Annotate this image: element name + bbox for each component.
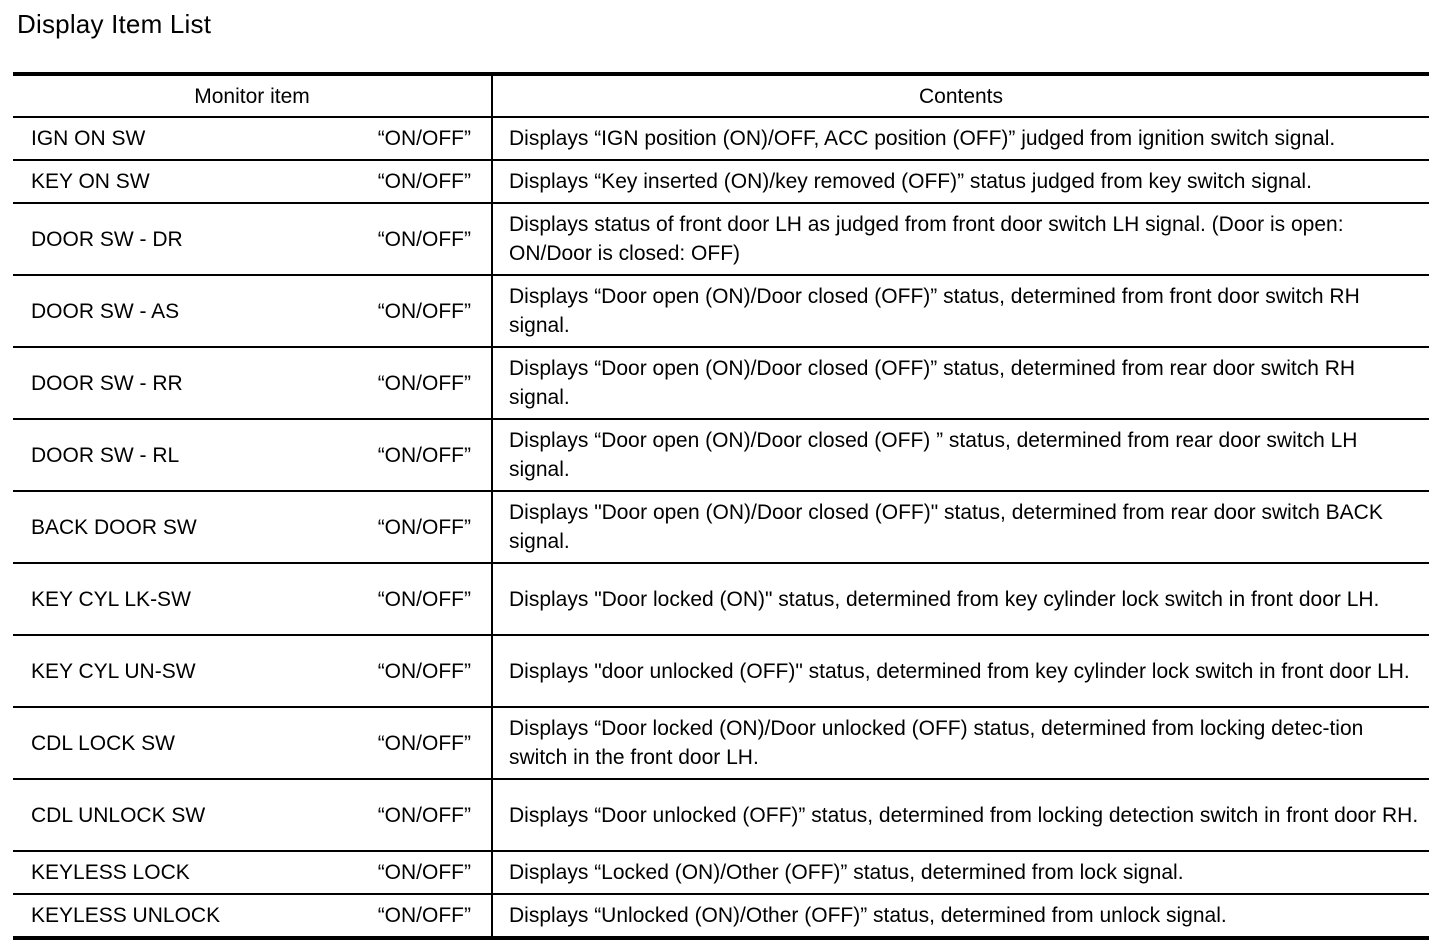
- contents-cell: [492, 635, 1429, 707]
- contents-cell: [492, 779, 1429, 851]
- monitor-item-value: “ON/OFF”: [377, 127, 471, 150]
- monitor-cell: [13, 635, 492, 707]
- display-item-table: [13, 72, 1429, 940]
- table-row: [13, 563, 1429, 635]
- monitor-item-value: “ON/OFF”: [377, 587, 471, 611]
- table-row: [13, 707, 1429, 779]
- monitor-item-name: KEY CYL LK-SW: [31, 587, 191, 611]
- contents-text: Displays “Key inserted (ON)/key removed (OFF)” status judged from key switch signal.: [509, 170, 1312, 193]
- monitor-item-value: “ON/OFF”: [377, 299, 471, 323]
- monitor-item-value: “ON/OFF”: [377, 371, 471, 395]
- contents-cell: [492, 894, 1429, 938]
- contents-text: Displays "Door locked (ON)" status, determined from key cylinder lock switch in front door LH.: [509, 587, 1380, 611]
- monitor-cell: [13, 160, 492, 203]
- table-row: [13, 419, 1429, 491]
- contents-text: Displays “IGN position (ON)/OFF, ACC position (OFF)” judged from ignition switch signal.: [509, 127, 1336, 150]
- table-row: [13, 117, 1429, 160]
- monitor-cell: [13, 707, 492, 779]
- table-row: [13, 894, 1429, 938]
- contents-text: Displays status of front door LH as judged from front door switch LH signal. (Door is open: ON/Door is closed: OFF): [509, 213, 1344, 265]
- contents-cell: [492, 419, 1429, 491]
- monitor-cell: [13, 347, 492, 419]
- monitor-cell: [13, 117, 492, 160]
- contents-cell: [492, 275, 1429, 347]
- monitor-item-value: “ON/OFF”: [377, 443, 471, 467]
- monitor-item-name: DOOR SW - RR: [31, 371, 183, 395]
- monitor-item-name: KEYLESS UNLOCK: [31, 904, 221, 927]
- contents-text: Displays “Door open (ON)/Door closed (OFF) ” status, determined from rear door switch LH signal.: [509, 429, 1358, 481]
- contents-cell: [492, 491, 1429, 563]
- header-monitor-item: Monitor item: [13, 74, 492, 117]
- monitor-item-name: IGN ON SW: [31, 127, 146, 150]
- table-row: [13, 347, 1429, 419]
- table-row: [13, 275, 1429, 347]
- monitor-item-value: “ON/OFF”: [377, 861, 471, 884]
- monitor-item-name: KEY ON SW: [31, 170, 150, 193]
- table-header-row: [13, 74, 1429, 117]
- monitor-cell: [13, 851, 492, 894]
- contents-cell: [492, 347, 1429, 419]
- contents-text: Displays “Locked (ON)/Other (OFF)” status, determined from lock signal.: [509, 861, 1184, 884]
- monitor-item-name: KEYLESS LOCK: [31, 861, 190, 884]
- monitor-item-name: CDL LOCK SW: [31, 731, 175, 755]
- monitor-item-value: “ON/OFF”: [377, 731, 471, 755]
- header-contents: Contents: [492, 74, 1429, 117]
- monitor-item-name: DOOR SW - DR: [31, 227, 183, 251]
- contents-text: Displays “Door unlocked (OFF)” status, determined from locking detection switch in front door RH.: [509, 803, 1419, 827]
- table-row: [13, 851, 1429, 894]
- contents-cell: [492, 563, 1429, 635]
- contents-cell: [492, 707, 1429, 779]
- monitor-item-name: DOOR SW - RL: [31, 443, 180, 467]
- monitor-cell: [13, 275, 492, 347]
- contents-cell: [492, 851, 1429, 894]
- monitor-cell: [13, 491, 492, 563]
- contents-cell: [492, 203, 1429, 275]
- contents-cell: [492, 117, 1429, 160]
- monitor-cell: [13, 779, 492, 851]
- page-title: Display Item List: [17, 9, 212, 39]
- monitor-item-name: DOOR SW - AS: [31, 299, 180, 323]
- monitor-cell: [13, 419, 492, 491]
- monitor-cell: [13, 203, 492, 275]
- table-row: [13, 779, 1429, 851]
- contents-text: Displays “Door open (ON)/Door closed (OFF)” status, determined from front door switch RH signal.: [509, 285, 1360, 337]
- table-row: [13, 160, 1429, 203]
- contents-text: Displays “Unlocked (ON)/Other (OFF)” status, determined from unlock signal.: [509, 904, 1227, 927]
- table-row: [13, 491, 1429, 563]
- monitor-item-name: KEY CYL UN-SW: [31, 659, 196, 683]
- monitor-item-name: CDL UNLOCK SW: [31, 803, 206, 827]
- contents-text: Displays "Door open (ON)/Door closed (OFF)" status, determined from rear door switch BACK signal.: [509, 501, 1383, 553]
- monitor-item-value: “ON/OFF”: [377, 170, 471, 193]
- monitor-item-value: “ON/OFF”: [377, 659, 471, 683]
- monitor-item-value: “ON/OFF”: [377, 227, 471, 251]
- monitor-item-value: “ON/OFF”: [377, 803, 471, 827]
- monitor-item-value: “ON/OFF”: [377, 904, 471, 927]
- contents-cell: [492, 160, 1429, 203]
- monitor-cell: [13, 563, 492, 635]
- monitor-item-name: BACK DOOR SW: [31, 515, 197, 539]
- monitor-item-value: “ON/OFF”: [377, 515, 471, 539]
- contents-text: Displays "door unlocked (OFF)" status, determined from key cylinder lock switch in front door LH.: [509, 659, 1410, 683]
- contents-text: Displays “Door open (ON)/Door closed (OFF)” status, determined from rear door switch RH signal.: [509, 357, 1356, 409]
- contents-text: Displays “Door locked (ON)/Door unlocked (OFF) status, determined from locking detec-tion switch in the front door LH.: [509, 717, 1364, 769]
- table-row: [13, 635, 1429, 707]
- table-row: [13, 203, 1429, 275]
- monitor-cell: [13, 894, 492, 938]
